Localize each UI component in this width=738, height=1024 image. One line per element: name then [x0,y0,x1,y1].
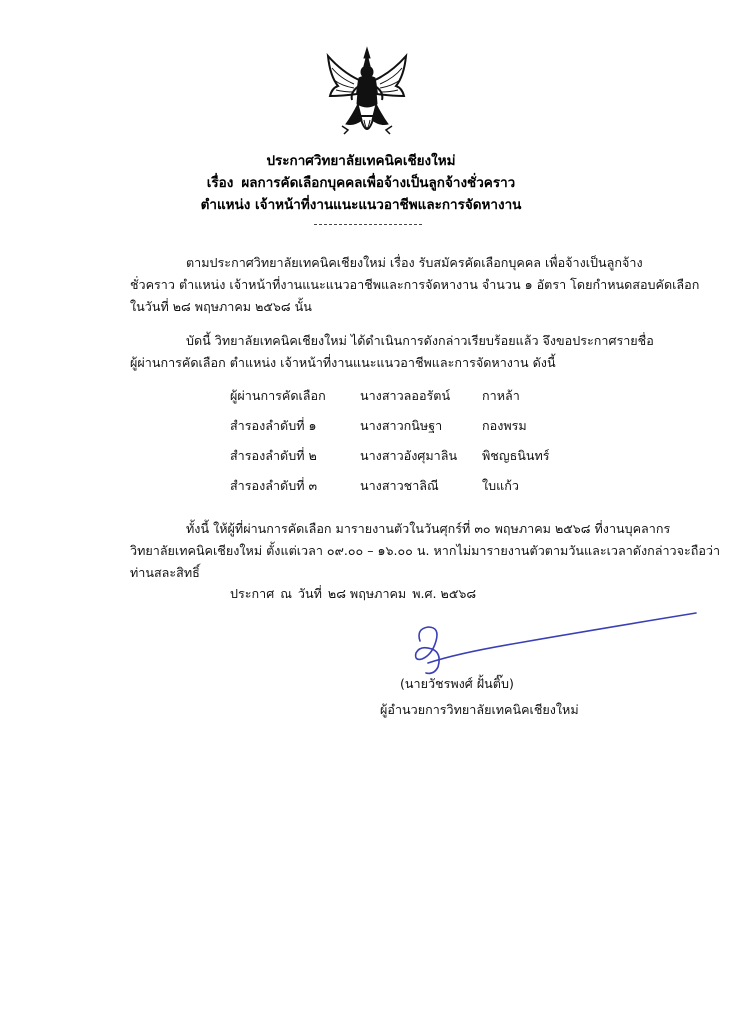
title-block [0,150,722,216]
result-first-name: นางสาวกนิษฐา [360,418,443,433]
result-first-name: นางสาวลออรัตน์ [360,388,451,403]
signer-name: (นายวัชรพงศ์ ฝั้นติ๊บ) [400,676,514,691]
result-intro-line-2: ผู้ผ่านการคัดเลือก ตำแหน่ง เจ้าหน้าที่งานแนะแนวอาชีพและการจัดหางาน ดังนี้ [130,355,556,370]
result-rank: ผู้ผ่านการคัดเลือก [230,388,326,403]
result-last-name: ใบแก้ว [482,478,519,493]
announce-at: ณ [280,586,292,601]
reporting-line-1: ทั้งนี้ ให้ผู้ที่ผ่านการคัดเลือก มารายงานตัวในวันศุกร์ที่ ๓๐ พฤษภาคม ๒๕๖๘ ที่งานบุคลากร [186,521,671,536]
announcement-subject [0,172,722,194]
result-last-name: พิชญธนินทร์ [482,448,550,463]
result-intro-line-1: บัดนี้ วิทยาลัยเทคนิคเชียงใหม่ ได้ดำเนินการดังกล่าวเรียบร้อยแล้ว จึงขอประกาศรายชื่อ [186,333,654,348]
result-rank: สำรองลำดับที่ ๓ [230,478,318,493]
subject-text: ผลการคัดเลือกบุคคลเพื่อจ้างเป็นลูกจ้างชั่วคราว [241,175,516,191]
result-first-name: นางสาวอังศุมาลิน [360,448,458,463]
subject-label: เรื่อง [206,175,234,191]
announce-date-label: วันที่ [297,586,322,601]
result-intro-paragraph [130,330,658,374]
reporting-line-3: ท่านสละสิทธิ์ [130,565,200,580]
result-last-name: กองพรม [482,418,527,433]
title-divider [314,224,422,225]
result-rank: สำรองลำดับที่ ๒ [230,448,317,463]
announce-label: ประกาศ [230,586,275,601]
reporting-line-2: วิทยาลัยเทคนิคเชียงใหม่ ตั้งแต่เวลา ๐๙.๐๐ – ๑๖.๐๐ น. หากไม่มารายงานตัวตามวันและเวลาดังกล่าวจะถือว่า [130,543,721,558]
signer-title: ผู้อำนวยการวิทยาลัยเทคนิคเชียงใหม่ [380,702,579,717]
result-rank: สำรองลำดับที่ ๑ [230,418,317,433]
result-row [230,476,650,506]
result-row [230,446,650,476]
announce-year: พ.ศ. ๒๕๖๘ [412,586,477,601]
announcement-date-line [230,584,476,604]
result-last-name: กาหล้า [482,388,520,403]
result-row [230,386,650,416]
garuda-emblem-icon [324,46,410,146]
announce-date: ๒๘ พฤษภาคม [327,586,407,601]
intro-line-2: ชั่วคราว ตำแหน่ง เจ้าหน้าที่งานแนะแนวอาชีพและการจัดหางาน จำนวน ๑ อัตรา โดยกำหนดสอบคัดเลือก [130,277,700,292]
announcement-title: ประกาศวิทยาลัยเทคนิคเชียงใหม่ [266,153,456,169]
reporting-paragraph [130,518,721,584]
intro-line-1: ตามประกาศวิทยาลัยเทคนิคเชียงใหม่ เรื่อง รับสมัครคัดเลือกบุคคล เพื่อจ้างเป็นลูกจ้าง [186,255,643,270]
results-list [230,386,650,506]
result-first-name: นางสาวชาลิณี [360,478,439,493]
result-row [230,416,650,446]
position-line: ตำแหน่ง เจ้าหน้าที่งานแนะแนวอาชีพและการจัดหางาน [200,197,522,213]
intro-line-3: ในวันที่ ๒๘ พฤษภาคม ๒๕๖๘ นั้น [130,299,312,314]
intro-paragraph [130,252,700,318]
